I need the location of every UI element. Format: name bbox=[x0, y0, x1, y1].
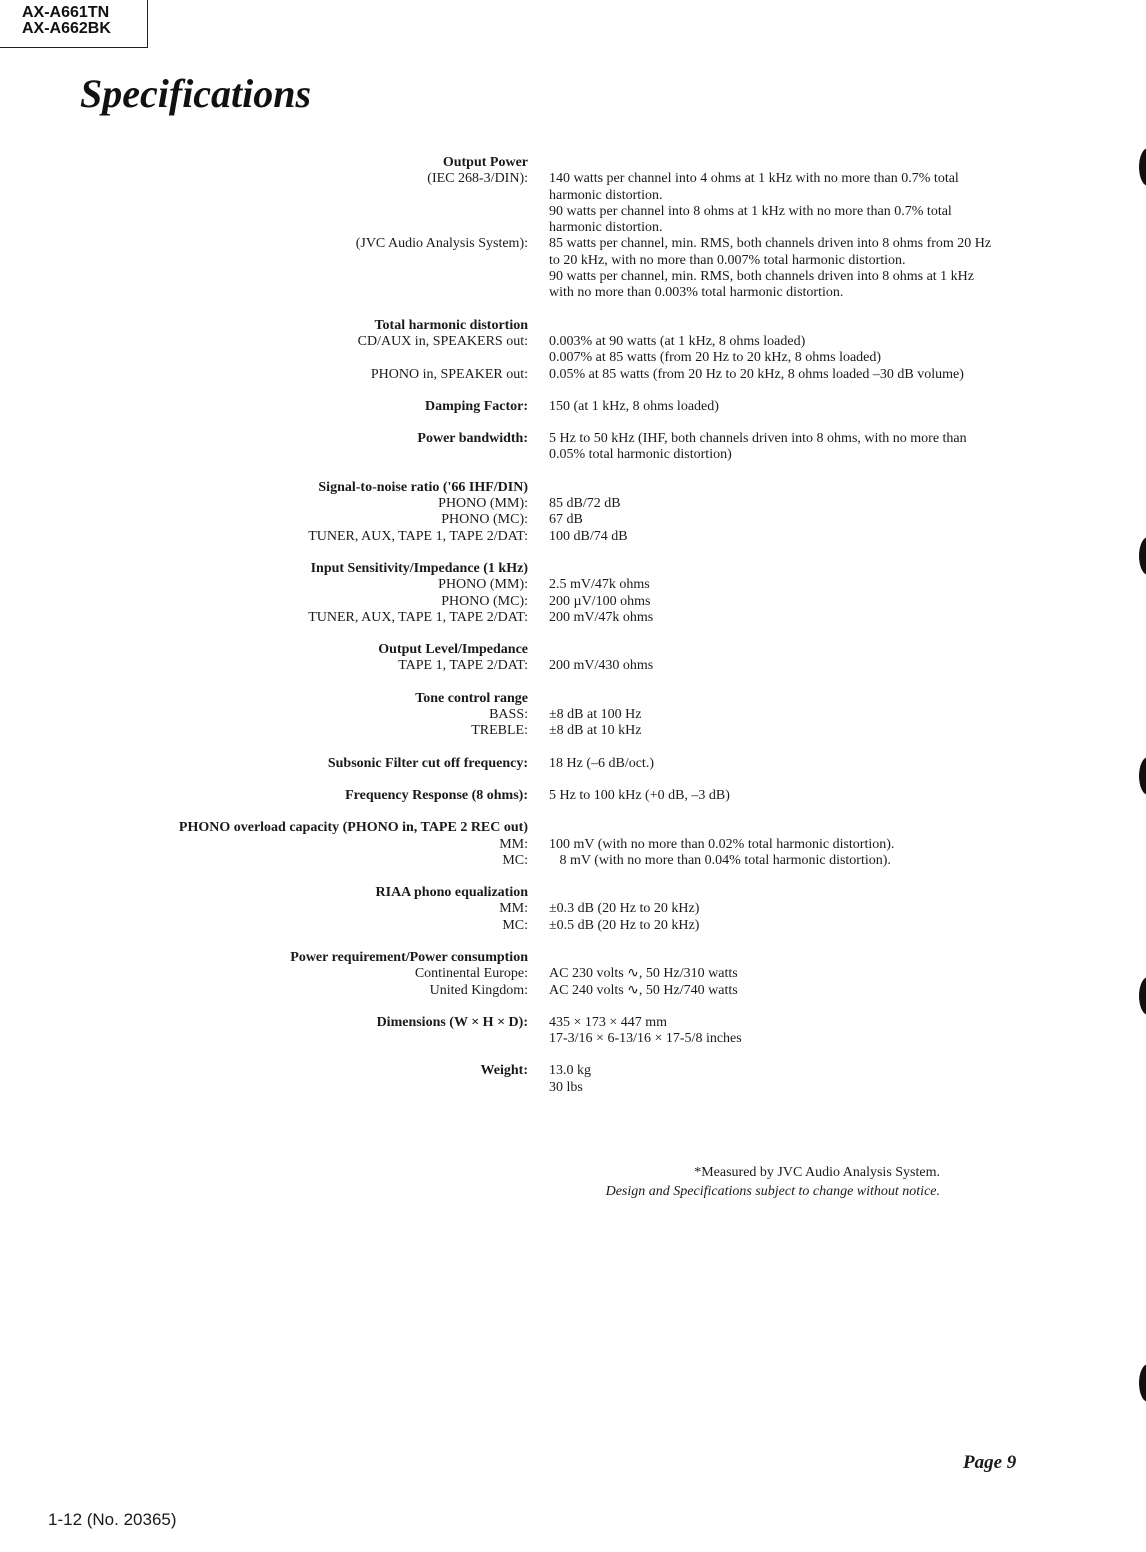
spec-group bbox=[0, 318, 1146, 383]
spec-row bbox=[0, 496, 1146, 512]
spec-label: PHONO (MC): bbox=[441, 593, 528, 609]
spec-label: Total harmonic distortion bbox=[374, 317, 528, 333]
spec-value-line: 5 Hz to 100 kHz (+0 dB, –3 dB) bbox=[549, 787, 730, 803]
spec-group-title-row bbox=[0, 820, 1146, 836]
spec-value bbox=[549, 496, 1019, 512]
model-number-2: AX-A662BK bbox=[22, 20, 111, 37]
page-title: Specifications bbox=[80, 71, 312, 116]
spec-value-line: AC 240 volts ∿, 50 Hz/740 watts bbox=[549, 982, 738, 998]
spec-label: MM: bbox=[499, 836, 528, 852]
spec-row bbox=[0, 577, 1146, 593]
spec-group-title-row bbox=[0, 318, 1146, 334]
spec-value bbox=[549, 480, 1019, 496]
spec-value-line: to 20 kHz, with no more than 0.007% total harmonic distortion. bbox=[549, 252, 906, 268]
spec-label: TREBLE: bbox=[471, 723, 528, 739]
spec-value bbox=[549, 950, 1019, 966]
spec-group bbox=[0, 642, 1146, 675]
spec-label: Continental Europe: bbox=[414, 966, 528, 982]
spec-row bbox=[0, 236, 1146, 301]
document-code: 1-12 (No. 20365) bbox=[48, 1510, 177, 1529]
spec-value bbox=[549, 966, 1019, 982]
spec-label: MC: bbox=[502, 852, 528, 868]
spec-value bbox=[549, 853, 1019, 869]
spec-label: (IEC 268-3/DIN): bbox=[427, 171, 528, 187]
spec-row bbox=[0, 529, 1146, 545]
spec-label: PHONO (MC): bbox=[441, 512, 528, 528]
spec-row bbox=[0, 723, 1146, 739]
spec-group bbox=[0, 885, 1146, 934]
spec-label: RIAA phono equalization bbox=[375, 885, 528, 901]
spec-value-line: 90 watts per channel, min. RMS, both channels driven into 8 ohms at 1 kHz bbox=[549, 269, 974, 285]
spec-group bbox=[0, 561, 1146, 626]
spec-label: Output Power bbox=[442, 155, 528, 170]
spec-label: Tone control range bbox=[415, 690, 528, 706]
spec-value bbox=[549, 367, 1019, 383]
spec-value-line: 85 dB/72 dB bbox=[549, 496, 621, 512]
spec-label: United Kingdom: bbox=[429, 982, 528, 998]
spec-value-line: ±0.3 dB (20 Hz to 20 kHz) bbox=[549, 901, 700, 917]
spec-group-title-row bbox=[0, 691, 1146, 707]
spec-value bbox=[549, 1063, 1019, 1096]
spec-value bbox=[549, 1015, 1019, 1048]
spec-label: Damping Factor: bbox=[424, 398, 528, 414]
spec-value-line: 435 × 173 × 447 mm bbox=[549, 1014, 668, 1030]
spec-value-line: 5 Hz to 50 kHz (IHF, both channels driven into 8 ohms, with no more than bbox=[549, 431, 967, 447]
spec-value bbox=[549, 756, 1019, 772]
spec-row bbox=[0, 966, 1146, 982]
spec-value-line: 100 mV (with no more than 0.02% total harmonic distortion). bbox=[549, 836, 895, 852]
spec-value-line: 0.003% at 90 watts (at 1 kHz, 8 ohms loaded) bbox=[549, 333, 806, 349]
spec-value-line: 0.007% at 85 watts (from 20 Hz to 20 kHz, 8 ohms loaded) bbox=[549, 350, 882, 366]
spec-value-line: 90 watts per channel into 8 ohms at 1 kHz with no more than 0.7% total bbox=[549, 203, 952, 219]
spec-group bbox=[0, 1063, 1146, 1096]
spec-value bbox=[549, 561, 1019, 577]
binder-hole-mark bbox=[1139, 1364, 1146, 1402]
spec-row bbox=[0, 853, 1146, 869]
spec-value bbox=[549, 171, 1019, 236]
spec-value bbox=[549, 788, 1019, 804]
spec-value bbox=[549, 918, 1019, 934]
spec-value-line: ±8 dB at 100 Hz bbox=[549, 707, 642, 723]
spec-group-title-row bbox=[0, 480, 1146, 496]
spec-value-line: 85 watts per channel, min. RMS, both channels driven into 8 ohms from 20 Hz bbox=[549, 236, 992, 252]
spec-group-title-row bbox=[0, 756, 1146, 772]
spec-value-line: ±0.5 dB (20 Hz to 20 kHz) bbox=[549, 917, 700, 933]
spec-value-line: 30 lbs bbox=[549, 1079, 583, 1095]
spec-label: Output Level/Impedance bbox=[378, 642, 528, 658]
spec-group bbox=[0, 1015, 1146, 1048]
spec-value-line: 67 dB bbox=[549, 512, 583, 528]
spec-value bbox=[549, 431, 1019, 464]
spec-group bbox=[0, 756, 1146, 772]
spec-value bbox=[549, 658, 1019, 674]
spec-group bbox=[0, 399, 1146, 415]
measured-note: *Measured by JVC Audio Analysis System. bbox=[694, 1165, 940, 1180]
spec-value bbox=[549, 334, 1019, 367]
spec-value-line: harmonic distortion. bbox=[549, 220, 663, 236]
spec-group bbox=[0, 431, 1146, 464]
spec-value bbox=[549, 399, 1019, 415]
spec-value-line: 100 dB/74 dB bbox=[549, 528, 628, 544]
spec-group-title-row bbox=[0, 950, 1146, 966]
spec-group bbox=[0, 950, 1146, 999]
spec-value-line: 150 (at 1 kHz, 8 ohms loaded) bbox=[549, 398, 719, 414]
spec-value-line: ±8 dB at 10 kHz bbox=[549, 723, 642, 739]
spec-label: PHONO (MM): bbox=[438, 577, 528, 593]
spec-row bbox=[0, 658, 1146, 674]
spec-value-line: with no more than 0.003% total harmonic distortion. bbox=[549, 285, 844, 301]
spec-group-title-row bbox=[0, 642, 1146, 658]
model-number-box bbox=[0, 0, 148, 48]
page-number: Page 9 bbox=[963, 1452, 1017, 1473]
spec-value-line: 200 µV/100 ohms bbox=[549, 593, 651, 609]
spec-value bbox=[549, 820, 1019, 836]
spec-row bbox=[0, 983, 1146, 999]
spec-label: PHONO overload capacity (PHONO in, TAPE 2 REC out) bbox=[178, 820, 528, 836]
spec-label: PHONO in, SPEAKER out: bbox=[370, 366, 528, 382]
spec-label: BASS: bbox=[489, 707, 528, 723]
spec-value-line: AC 230 volts ∿, 50 Hz/310 watts bbox=[549, 966, 738, 982]
spec-row bbox=[0, 918, 1146, 934]
spec-label: Frequency Response (8 ohms): bbox=[345, 787, 528, 803]
spec-label: TUNER, AUX, TAPE 1, TAPE 2/DAT: bbox=[308, 609, 528, 625]
spec-value bbox=[549, 691, 1019, 707]
spec-label: Power requirement/Power consumption bbox=[290, 949, 528, 965]
spec-group bbox=[0, 480, 1146, 545]
spec-row bbox=[0, 171, 1146, 236]
spec-label: Power bandwidth: bbox=[417, 431, 528, 447]
spec-label: PHONO (MM): bbox=[438, 496, 528, 512]
spec-row bbox=[0, 594, 1146, 610]
spec-label: MM: bbox=[499, 901, 528, 917]
spec-row bbox=[0, 707, 1146, 723]
spec-value-line: harmonic distortion. bbox=[549, 187, 663, 203]
disclaimer-note: Design and Specifications subject to change without notice. bbox=[605, 1184, 940, 1199]
spec-row bbox=[0, 334, 1146, 367]
spec-value bbox=[549, 901, 1019, 917]
spec-group-title-row bbox=[0, 399, 1146, 415]
spec-row bbox=[0, 512, 1146, 528]
spec-label: Weight: bbox=[480, 1063, 528, 1079]
spec-value-line: 200 mV/47k ohms bbox=[549, 609, 654, 625]
spec-label: CD/AUX in, SPEAKERS out: bbox=[357, 333, 528, 349]
spec-value bbox=[549, 707, 1019, 723]
spec-value bbox=[549, 529, 1019, 545]
spec-group-title-row bbox=[0, 155, 1146, 171]
spec-value bbox=[549, 236, 1019, 301]
spec-group bbox=[0, 691, 1146, 740]
spec-value-line: 0.05% at 85 watts (from 20 Hz to 20 kHz, 8 ohms loaded –30 dB volume) bbox=[549, 366, 964, 382]
spec-value-line: 17-3/16 × 6-13/16 × 17-5/8 inches bbox=[549, 1031, 742, 1047]
spec-row bbox=[0, 610, 1146, 626]
spec-group-title-row bbox=[0, 561, 1146, 577]
spec-value bbox=[549, 837, 1019, 853]
spec-group bbox=[0, 155, 1146, 302]
spec-value bbox=[549, 155, 1019, 171]
spec-group-title-row bbox=[0, 1063, 1146, 1096]
spec-value bbox=[549, 983, 1019, 999]
specifications-list bbox=[0, 155, 1146, 1112]
spec-value-line: 0.05% total harmonic distortion) bbox=[549, 447, 732, 463]
spec-label: TAPE 1, TAPE 2/DAT: bbox=[398, 658, 528, 674]
spec-value-line: 18 Hz (–6 dB/oct.) bbox=[549, 755, 654, 771]
spec-label: MC: bbox=[502, 917, 528, 933]
spec-value bbox=[549, 594, 1019, 610]
spec-label: TUNER, AUX, TAPE 1, TAPE 2/DAT: bbox=[308, 528, 528, 544]
spec-value bbox=[549, 512, 1019, 528]
spec-label: Input Sensitivity/Impedance (1 kHz) bbox=[310, 560, 528, 576]
spec-group-title-row bbox=[0, 431, 1146, 464]
spec-group-title-row bbox=[0, 788, 1146, 804]
spec-value-line: 140 watts per channel into 4 ohms at 1 kHz with no more than 0.7% total bbox=[549, 171, 959, 187]
spec-value bbox=[549, 577, 1019, 593]
spec-group bbox=[0, 820, 1146, 869]
spec-value bbox=[549, 642, 1019, 658]
spec-value-line: 200 mV/430 ohms bbox=[549, 658, 654, 674]
model-number-1: AX-A661TN bbox=[22, 4, 110, 21]
spec-label: Subsonic Filter cut off frequency: bbox=[327, 755, 528, 771]
spec-value-line: 8 mV (with no more than 0.04% total harmonic distortion). bbox=[549, 852, 891, 868]
spec-value-line: 2.5 mV/47k ohms bbox=[549, 577, 650, 593]
spec-value bbox=[549, 885, 1019, 901]
footnote bbox=[606, 1163, 940, 1201]
spec-value bbox=[549, 610, 1019, 626]
spec-group-title-row bbox=[0, 1015, 1146, 1048]
spec-value bbox=[549, 318, 1019, 334]
spec-row bbox=[0, 901, 1146, 917]
spec-row bbox=[0, 367, 1146, 383]
spec-value-line: 13.0 kg bbox=[549, 1063, 591, 1079]
spec-group bbox=[0, 788, 1146, 804]
spec-group-title-row bbox=[0, 885, 1146, 901]
spec-value bbox=[549, 723, 1019, 739]
spec-row bbox=[0, 837, 1146, 853]
spec-label: (JVC Audio Analysis System): bbox=[355, 236, 528, 252]
spec-label: Dimensions (W × H × D): bbox=[376, 1014, 528, 1030]
spec-label: Signal-to-noise ratio ('66 IHF/DIN) bbox=[318, 479, 528, 495]
